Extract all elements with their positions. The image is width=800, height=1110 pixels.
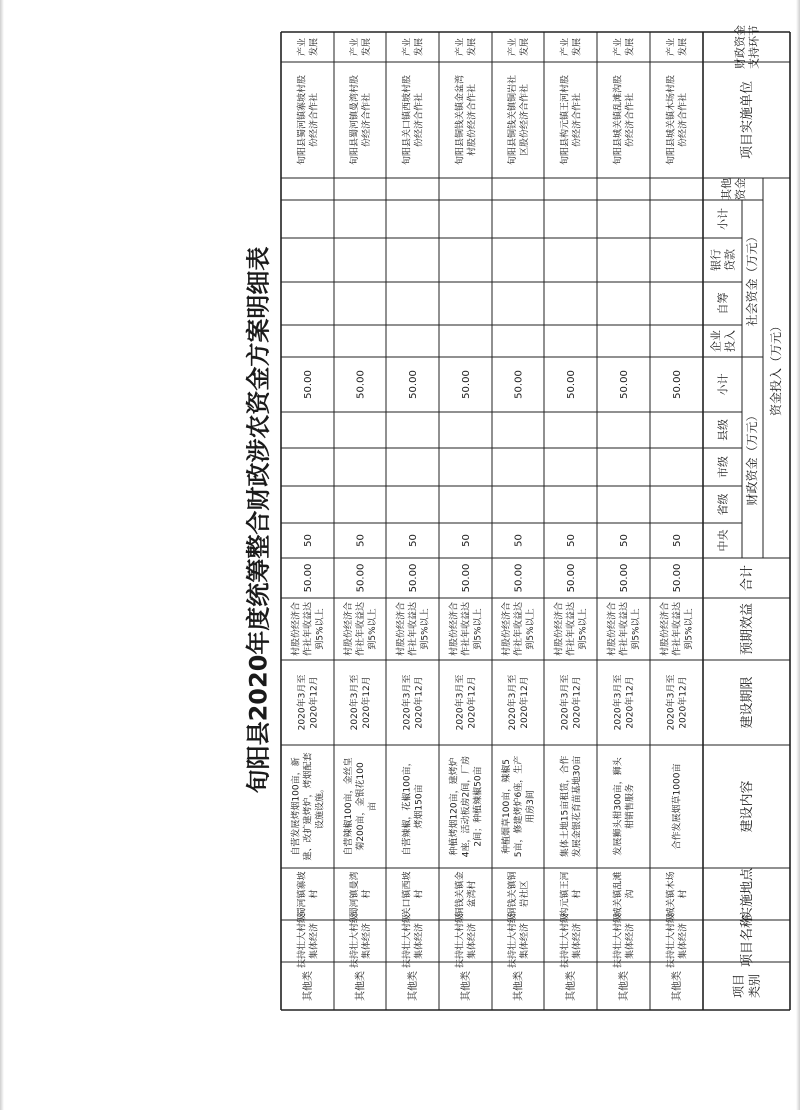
row-benefit: 村股份经济合 作社年收益达 到5%以上 <box>344 601 379 657</box>
row-location: 铜钱关镇金 盆湾村 <box>455 871 478 917</box>
row-content: 自营辣椒，花椒100亩， 烤烟150亩 <box>402 757 425 856</box>
row-category: 其他类 <box>513 971 525 1001</box>
row-content: 自营发展烤烟100亩，新 建、改扩建烤炉，烤烟配套 设施设施。 <box>291 752 326 861</box>
row-benefit: 村股份经济合 作社年收益达 到5%以上 <box>607 601 642 657</box>
row-category: 其他类 <box>672 971 683 1001</box>
header-name: 项目名称 <box>740 914 756 968</box>
row-total: 50.00 <box>303 563 314 593</box>
row-implementing-unit: 旬阳县铜钱关镇铜岩社 区股份经济合作社 <box>508 74 531 166</box>
row-support-stage: 产业 发展 <box>455 37 478 57</box>
row-content: 集体土地15亩租赁，合作 发展金银花育苗基地30亩 <box>560 755 583 858</box>
row-period: 2020年3月至 2020年12月 <box>560 674 583 731</box>
header-category: 项目 类别 <box>731 973 762 999</box>
row-location: 关口镇西坡 村 <box>402 871 425 917</box>
row-period: 2020年3月至 2020年12月 <box>666 674 689 731</box>
table-grid <box>281 32 790 1010</box>
header-other: 其他资金 <box>719 178 747 200</box>
row-support-stage: 产业 发展 <box>350 37 373 57</box>
row-category: 其他类 <box>619 971 630 1001</box>
row-central: 50 <box>672 534 683 547</box>
header-enterprise: 企业投入 <box>709 330 737 352</box>
row-category: 其他类 <box>408 971 419 1001</box>
row-benefit: 村股份经济合 作社年收益达 到5%以上 <box>554 601 589 657</box>
row-fiscal-subtotal: 50.00 <box>566 370 577 399</box>
header-content: 建设内容 <box>740 780 756 833</box>
row-benefit: 村股份经济合 作社年收益达 到5%以上 <box>396 601 431 657</box>
row-period: 2020年3月至 2020年12月 <box>613 674 636 731</box>
row-benefit: 村股份经济合 作社年收益达 到5%以上 <box>291 601 326 657</box>
row-content: 自营辣椒100亩，金丝皇 菊200亩，金银花100 亩 <box>344 757 379 856</box>
row-central: 50 <box>619 534 630 547</box>
row-content: 种植烟草100亩，辣椒5 5亩，修建烤炉6座，生产 用房3间 <box>502 755 537 858</box>
header-benefit: 预期效益 <box>740 602 756 656</box>
header-stage: 财政资金支持环节 <box>733 25 761 69</box>
header-period: 建设期限 <box>740 676 756 729</box>
row-location: 城关镇乱滩 沟 <box>613 871 636 917</box>
row-fiscal-subtotal: 50.00 <box>672 370 683 399</box>
row-implementing-unit: 旬阳县铜钱关镇金盆湾 村股份经济合作社 <box>455 74 478 166</box>
row-location: 构元镇王河 村 <box>560 871 583 917</box>
row-project-name: 扶持壮大村级 集体经济 <box>350 913 373 969</box>
row-period: 2020年3月至 2020年12月 <box>402 674 425 731</box>
row-benefit: 村股份经济合 作社年收益达 到5%以上 <box>660 601 695 657</box>
row-project-name: 扶持壮大村级 集体经济 <box>560 913 583 969</box>
row-period: 2020年3月至 2020年12月 <box>455 674 478 731</box>
row-total: 50.00 <box>461 563 472 593</box>
row-implementing-unit: 旬阳县城关镇乱滩沟股 份经济合作社 <box>613 74 636 166</box>
row-total: 50.00 <box>355 563 367 593</box>
row-location: 蜀河镇寨坡 村 <box>297 871 320 917</box>
row-support-stage: 产业 发展 <box>402 37 425 57</box>
row-fiscal-subtotal: 50.00 <box>513 370 525 399</box>
row-project-name: 扶持壮大村级 集体经济 <box>613 913 636 969</box>
row-implementing-unit: 旬阳县蜀河镇寨坡村股 份经济合作社 <box>297 74 320 166</box>
row-implementing-unit: 旬阳县蜀河镇曼湾村股 份经济合作社 <box>350 74 373 166</box>
row-support-stage: 产业 发展 <box>508 37 531 57</box>
header-province: 省级 <box>716 493 730 516</box>
header-social: 社会资金（万元） <box>745 230 760 327</box>
row-central: 50 <box>513 534 525 547</box>
row-implementing-unit: 旬阳县城关镇木场村股 份经济合作社 <box>666 74 689 166</box>
row-content: 发展狮头柑300亩，狮头 柑销售服务 <box>613 757 636 856</box>
row-location: 蜀河镇曼湾 村 <box>350 871 373 917</box>
row-implementing-unit: 旬阳县关口镇西坡村股 份经济合作社 <box>402 74 425 166</box>
row-benefit: 村股份经济合 作社年收益达 到5%以上 <box>449 601 484 657</box>
row-central: 50 <box>355 534 367 547</box>
row-period: 2020年3月至 2020年12月 <box>350 674 373 731</box>
row-project-name: 扶持壮大村级 集体经济 <box>402 913 425 969</box>
row-project-name: 扶持壮大村级 集体经济 <box>297 913 320 969</box>
row-project-name: 扶持壮大村级 集体经济 <box>508 913 531 969</box>
row-total: 50.00 <box>513 563 525 593</box>
row-fiscal-subtotal: 50.00 <box>303 370 314 399</box>
row-implementing-unit: 旬阳县构元镇王河村股 份经济合作社 <box>560 74 583 166</box>
row-category: 其他类 <box>461 971 472 1001</box>
header-unit: 项目实施单位 <box>740 80 756 160</box>
header-social-subtotal: 小计 <box>716 208 730 230</box>
row-fiscal-subtotal: 50.00 <box>355 370 367 399</box>
row-content: 种植烤烟120亩，建烤炉 4座，活动板房2间，厂房 2间；种植辣椒50亩 <box>449 755 484 858</box>
row-project-name: 扶持壮大村级 集体经济 <box>666 913 689 969</box>
row-central: 50 <box>461 534 472 547</box>
row-total: 50.00 <box>408 563 419 593</box>
row-central: 50 <box>408 534 419 547</box>
row-period: 2020年3月至 2020年12月 <box>508 674 531 731</box>
row-support-stage: 产业 发展 <box>560 37 583 57</box>
row-category: 其他类 <box>566 971 577 1001</box>
row-benefit: 村股份经济合 作社年收益达 到5%以上 <box>502 601 537 657</box>
row-total: 50.00 <box>619 563 630 593</box>
row-location: 铜钱关镇铜 岩社区 <box>508 871 531 917</box>
row-fiscal-subtotal: 50.00 <box>461 370 472 399</box>
row-total: 50.00 <box>566 563 577 593</box>
header-county: 县级 <box>716 419 730 441</box>
row-category: 其他类 <box>355 971 367 1001</box>
row-total: 50.00 <box>672 563 683 593</box>
row-category: 其他类 <box>303 971 314 1001</box>
row-fiscal-subtotal: 50.00 <box>619 370 630 399</box>
row-location: 城关镇木场 村 <box>666 871 689 917</box>
header-city: 市级 <box>716 456 730 478</box>
header-location: 实施地点 <box>740 867 756 921</box>
page-title: 旬阳县2020年度统筹整合财政涉农资金方案明细表 <box>244 246 273 794</box>
header-fiscal: 财政资金（万元） <box>745 409 760 506</box>
row-support-stage: 产业 发展 <box>297 37 320 57</box>
header-total: 合计 <box>740 564 756 592</box>
header-bank: 银行贷款 <box>709 249 737 271</box>
header-investment: 资金投入（万元） <box>769 319 784 417</box>
row-support-stage: 产业 发展 <box>666 37 689 57</box>
row-project-name: 扶持壮大村级 集体经济 <box>455 913 478 969</box>
header-self: 自筹 <box>716 292 730 315</box>
row-central: 50 <box>566 534 577 547</box>
header-fiscal-subtotal: 小计 <box>716 373 730 396</box>
row-period: 2020年3月至 2020年12月 <box>297 674 320 731</box>
header-central: 中央 <box>716 529 730 552</box>
row-central: 50 <box>303 534 314 547</box>
row-fiscal-subtotal: 50.00 <box>408 370 419 399</box>
row-support-stage: 产业 发展 <box>613 37 636 57</box>
row-content: 合作发展烟草1000亩 <box>672 763 683 850</box>
